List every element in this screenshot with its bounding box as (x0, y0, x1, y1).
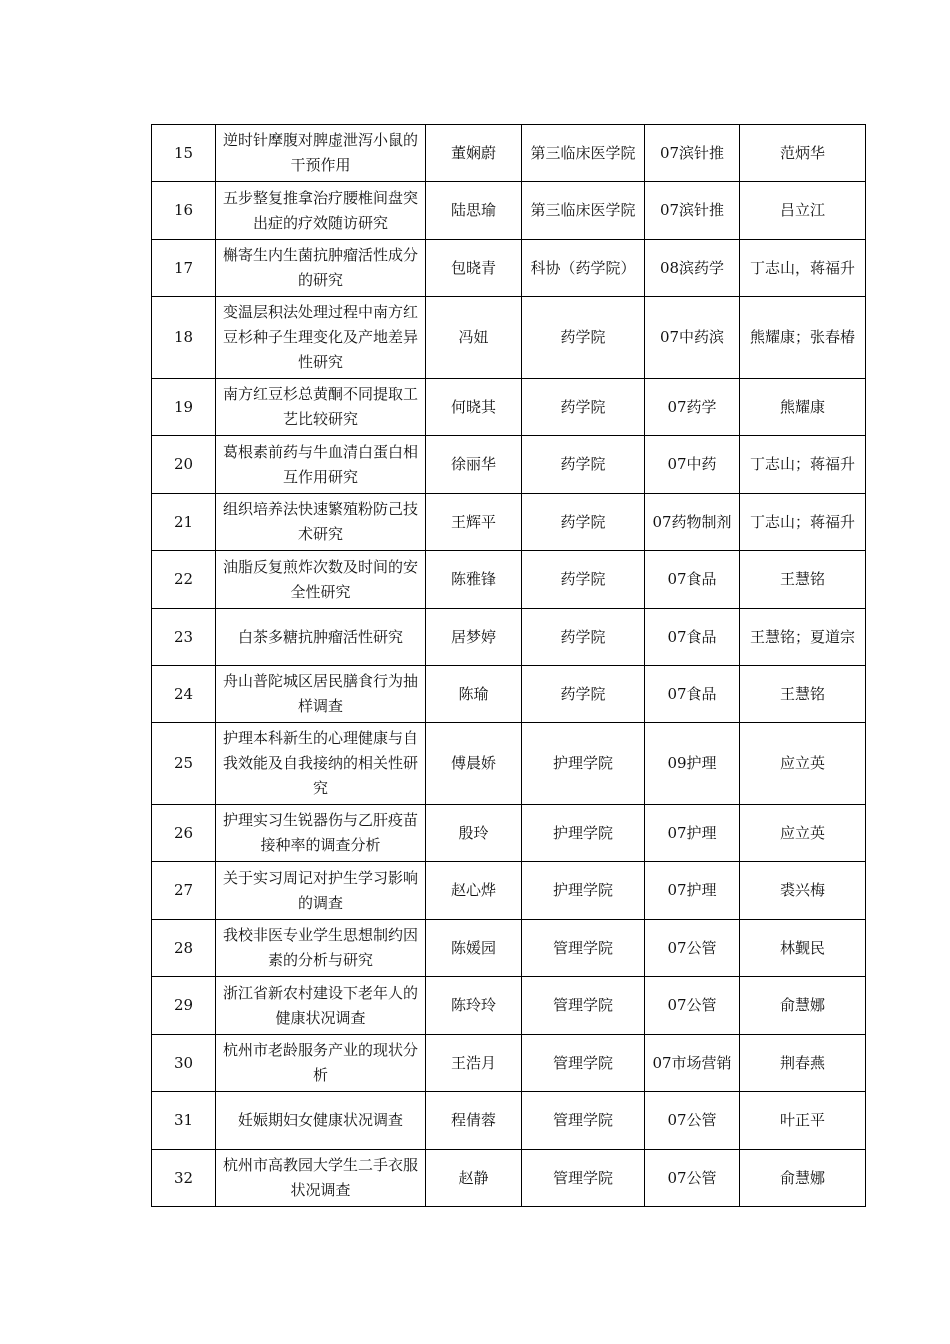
row-number-cell: 15 (152, 125, 216, 182)
class-name-cell: 07公管 (645, 920, 740, 977)
class-name-cell: 07中药 (645, 436, 740, 494)
class-name-cell: 07食品 (645, 666, 740, 723)
class-name-cell: 07护理 (645, 862, 740, 920)
row-number-cell: 22 (152, 551, 216, 609)
table-row (152, 1150, 866, 1207)
advisor-name-cell: 丁志山；蒋福升 (740, 436, 866, 494)
class-name-cell: 07中药滨 (645, 297, 740, 379)
table-row (152, 436, 866, 494)
project-title-cell: 油脂反复煎炸次数及时间的安全性研究 (216, 551, 426, 609)
projects-table-body (152, 125, 866, 1207)
table-row (152, 666, 866, 723)
table-row (152, 723, 866, 805)
row-number-cell: 27 (152, 862, 216, 920)
project-title-cell: 南方红豆杉总黄酮不同提取工艺比较研究 (216, 379, 426, 436)
advisor-name-cell: 熊耀康 (740, 379, 866, 436)
advisor-name-cell: 林觐民 (740, 920, 866, 977)
project-title-cell: 白茶多糖抗肿瘤活性研究 (216, 609, 426, 666)
advisor-name-cell: 俞慧娜 (740, 977, 866, 1035)
project-title-cell: 杭州市老龄服务产业的现状分析 (216, 1035, 426, 1092)
project-title-cell: 护理本科新生的心理健康与自我效能及自我接纳的相关性研究 (216, 723, 426, 805)
project-title-cell: 妊娠期妇女健康状况调查 (216, 1092, 426, 1150)
row-number-cell: 29 (152, 977, 216, 1035)
student-name-cell: 陈瑜 (426, 666, 522, 723)
row-number-cell: 23 (152, 609, 216, 666)
class-name-cell: 07公管 (645, 977, 740, 1035)
advisor-name-cell: 应立英 (740, 723, 866, 805)
project-title-cell: 葛根素前药与牛血清白蛋白相互作用研究 (216, 436, 426, 494)
project-title-cell: 逆时针摩腹对脾虚泄泻小鼠的干预作用 (216, 125, 426, 182)
project-title-cell: 五步整复推拿治疗腰椎间盘突出症的疗效随访研究 (216, 182, 426, 240)
student-name-cell: 赵心烨 (426, 862, 522, 920)
row-number-cell: 26 (152, 805, 216, 862)
student-name-cell: 陆思瑜 (426, 182, 522, 240)
college-name-cell: 药学院 (522, 551, 645, 609)
college-name-cell: 管理学院 (522, 1035, 645, 1092)
college-name-cell: 第三临床医学院 (522, 125, 645, 182)
advisor-name-cell: 应立英 (740, 805, 866, 862)
table-row (152, 494, 866, 551)
college-name-cell: 药学院 (522, 494, 645, 551)
advisor-name-cell: 俞慧娜 (740, 1150, 866, 1207)
college-name-cell: 管理学院 (522, 977, 645, 1035)
advisor-name-cell: 荆春燕 (740, 1035, 866, 1092)
class-name-cell: 07公管 (645, 1092, 740, 1150)
class-name-cell: 08滨药学 (645, 240, 740, 297)
row-number-cell: 21 (152, 494, 216, 551)
row-number-cell: 18 (152, 297, 216, 379)
student-name-cell: 王辉平 (426, 494, 522, 551)
project-title-cell: 浙江省新农村建设下老年人的健康状况调查 (216, 977, 426, 1035)
project-title-cell: 变温层积法处理过程中南方红豆杉种子生理变化及产地差异性研究 (216, 297, 426, 379)
student-name-cell: 陈媛园 (426, 920, 522, 977)
project-title-cell: 杭州市高教园大学生二手衣服状况调查 (216, 1150, 426, 1207)
college-name-cell: 第三临床医学院 (522, 182, 645, 240)
student-name-cell: 程倩蓉 (426, 1092, 522, 1150)
college-name-cell: 管理学院 (522, 920, 645, 977)
college-name-cell: 护理学院 (522, 723, 645, 805)
college-name-cell: 护理学院 (522, 805, 645, 862)
college-name-cell: 科协（药学院） (522, 240, 645, 297)
project-title-cell: 关于实习周记对护生学习影响的调查 (216, 862, 426, 920)
row-number-cell: 25 (152, 723, 216, 805)
college-name-cell: 管理学院 (522, 1150, 645, 1207)
college-name-cell: 药学院 (522, 379, 645, 436)
row-number-cell: 16 (152, 182, 216, 240)
advisor-name-cell: 王慧铭 (740, 666, 866, 723)
class-name-cell: 07药物制剂 (645, 494, 740, 551)
row-number-cell: 17 (152, 240, 216, 297)
college-name-cell: 药学院 (522, 666, 645, 723)
student-name-cell: 董娴蔚 (426, 125, 522, 182)
college-name-cell: 药学院 (522, 609, 645, 666)
project-title-cell: 组织培养法快速繁殖粉防己技术研究 (216, 494, 426, 551)
advisor-name-cell: 王慧铭 (740, 551, 866, 609)
advisor-name-cell: 裘兴梅 (740, 862, 866, 920)
class-name-cell: 07市场营销 (645, 1035, 740, 1092)
student-name-cell: 居梦婷 (426, 609, 522, 666)
student-name-cell: 傅晨娇 (426, 723, 522, 805)
advisor-name-cell: 范炳华 (740, 125, 866, 182)
table-row (152, 805, 866, 862)
row-number-cell: 28 (152, 920, 216, 977)
advisor-name-cell: 吕立江 (740, 182, 866, 240)
row-number-cell: 19 (152, 379, 216, 436)
project-title-cell: 我校非医专业学生思想制约因素的分析与研究 (216, 920, 426, 977)
table-row (152, 1035, 866, 1092)
class-name-cell: 07食品 (645, 551, 740, 609)
student-name-cell: 冯妞 (426, 297, 522, 379)
class-name-cell: 07食品 (645, 609, 740, 666)
table-row (152, 182, 866, 240)
table-row (152, 1092, 866, 1150)
class-name-cell: 07滨针推 (645, 182, 740, 240)
table-row (152, 551, 866, 609)
class-name-cell: 07滨针推 (645, 125, 740, 182)
student-name-cell: 王浩月 (426, 1035, 522, 1092)
project-title-cell: 护理实习生锐器伤与乙肝疫苗接种率的调查分析 (216, 805, 426, 862)
student-name-cell: 包晓青 (426, 240, 522, 297)
table-row (152, 379, 866, 436)
table-row (152, 920, 866, 977)
table-row (152, 609, 866, 666)
class-name-cell: 07护理 (645, 805, 740, 862)
student-name-cell: 徐丽华 (426, 436, 522, 494)
row-number-cell: 20 (152, 436, 216, 494)
college-name-cell: 药学院 (522, 436, 645, 494)
student-name-cell: 陈雅锋 (426, 551, 522, 609)
table-row (152, 125, 866, 182)
table-row (152, 240, 866, 297)
row-number-cell: 24 (152, 666, 216, 723)
student-name-cell: 赵静 (426, 1150, 522, 1207)
projects-table (151, 124, 866, 1207)
college-name-cell: 药学院 (522, 297, 645, 379)
class-name-cell: 09护理 (645, 723, 740, 805)
advisor-name-cell: 王慧铭；夏道宗 (740, 609, 866, 666)
class-name-cell: 07公管 (645, 1150, 740, 1207)
table-row (152, 862, 866, 920)
row-number-cell: 31 (152, 1092, 216, 1150)
row-number-cell: 30 (152, 1035, 216, 1092)
student-name-cell: 殷玲 (426, 805, 522, 862)
student-name-cell: 陈玲玲 (426, 977, 522, 1035)
college-name-cell: 护理学院 (522, 862, 645, 920)
student-name-cell: 何晓其 (426, 379, 522, 436)
advisor-name-cell: 熊耀康；张春椿 (740, 297, 866, 379)
advisor-name-cell: 丁志山；蒋福升 (740, 494, 866, 551)
table-row (152, 977, 866, 1035)
table-row (152, 297, 866, 379)
project-title-cell: 槲寄生内生菌抗肿瘤活性成分的研究 (216, 240, 426, 297)
advisor-name-cell: 丁志山，蒋福升 (740, 240, 866, 297)
class-name-cell: 07药学 (645, 379, 740, 436)
advisor-name-cell: 叶正平 (740, 1092, 866, 1150)
college-name-cell: 管理学院 (522, 1092, 645, 1150)
project-title-cell: 舟山普陀城区居民膳食行为抽样调查 (216, 666, 426, 723)
row-number-cell: 32 (152, 1150, 216, 1207)
